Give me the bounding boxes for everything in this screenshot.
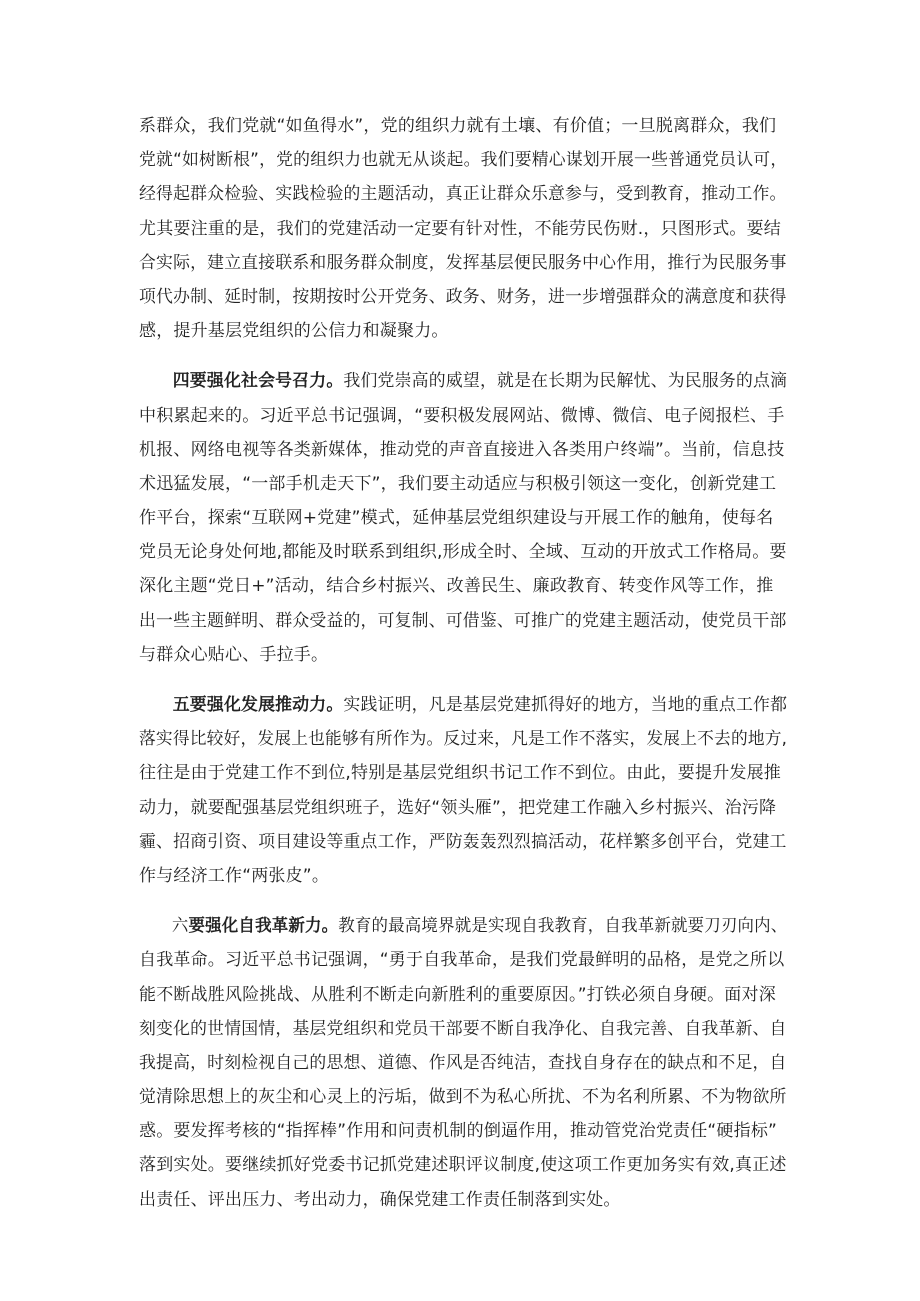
text-line — [139, 364, 788, 398]
document-body — [139, 109, 787, 1217]
text-line: 合实际，建立直接联系和服务群众制度，发挥基层便民服务中心作用，推行为民服务事 — [139, 252, 787, 273]
text-line: 系群众，我们党就“如鱼得水”，党的组织力就有土壤、有价值；一旦脱离群众，我们 — [139, 116, 777, 136]
text-line: 党员无论身处何地,都能及时联系到组织,形成全时、全域、互动的开放式工作格局。要 — [139, 542, 787, 563]
section-heading: 五要强化发展推动力。 — [172, 695, 344, 715]
text-line: 自我革命。习近平总书记强调，“勇于自我革命，是我们党最鲜明的品格，是党之所以 — [139, 950, 785, 971]
text-line: 作平台，探索“互联网+党建”模式，延伸基层党组织建设与开展工作的触角，使每名 — [139, 508, 774, 529]
section-heading: 四要强化社会号召力。 — [172, 371, 344, 392]
text-line: 动力，就要配强基层党组织班子，选好“领头雁”，把党建工作融入乡村振兴、治污降 — [139, 797, 777, 818]
text-line: 作与经济工作“两张皮”。 — [139, 865, 330, 886]
text-line: 出责任、评出压力、考出动力，确保党建工作责任制落到实处。 — [139, 1189, 621, 1210]
text-line: 落实得比较好，发展上也能够有所作为。反过来，凡是工作不落实，发展上不去的地方, — [139, 729, 788, 750]
paragraph-4 — [139, 909, 787, 1217]
paragraph-1 — [139, 109, 787, 348]
text-line: 能不断战胜风险挑战、从胜利不断走向新胜利的重要原因。”打铁必须自身硬。面对深 — [139, 984, 776, 1005]
text-line: 感，提升基层党组织的公信力和凝聚力。 — [139, 321, 449, 342]
text-segment: 教育的最高境界就是实现自我教育，自我革新就要刀刃向内、 — [338, 916, 788, 937]
paragraph-3 — [139, 688, 787, 893]
section-heading: 要强化自我革新力。 — [188, 916, 339, 937]
text-line: 惑。要发挥考核的“指挥棒”作用和问责机制的倒逼作用，推动管党治党责任“硬指标” — [139, 1121, 778, 1142]
text-line: 术迅猛发展，“一部手机走天下”，我们要主动适应与积极引领这一变化，创新党建工 — [139, 473, 777, 494]
text-line: 经得起群众检验、实践检验的主题活动，真正让群众乐意参与，受到教育，推动工作。 — [139, 184, 787, 205]
text-line: 刻变化的世情国情，基层党组织和党员干部要不断自我净化、自我完善、自我革新、自 — [139, 1018, 787, 1039]
text-line: 往往是由于党建工作不到位,特别是基层党组织书记工作不到位。由此，要提升发展推 — [139, 763, 782, 784]
text-line: 与群众心贴心、手拉手。 — [139, 644, 329, 665]
paragraph-2 — [139, 364, 787, 672]
text-line: 尤其要注重的是，我们的党建活动一定要有针对性，不能劳民伤财.，只图形式。要结 — [139, 218, 782, 239]
text-line: 深化主题“党日+”活动，结合乡村振兴、改善民生、廉政教育、转变作风等工作，推 — [139, 576, 774, 597]
text-line: 我提高，时刻检视自己的思想、道德、作风是否纯洁，查找自身存在的缺点和不足，自 — [139, 1052, 787, 1073]
text-segment: 实践证明，凡是基层党建抓得好的地方，当地的重点工作都 — [343, 695, 788, 715]
text-line: 机报、网络电视等各类新媒体，推动党的声音直接进入各类用户终端”。当前，信息技 — [139, 439, 785, 460]
text-line: 霾、招商引资、项目建设等重点工作，严防轰轰烈烈搞活动，花样繁多创平台，党建工 — [139, 831, 787, 852]
text-line — [139, 909, 788, 943]
section-heading-prefix: 六 — [171, 916, 189, 937]
text-line: 党就“如树断根”，党的组织力也就无从谈起。我们要精心谋划开展一些普通党员认可， — [139, 150, 788, 171]
text-line: 中积累起来的。习近平总书记强调，“要积极发展网站、微博、微信、电子阅报栏、手 — [139, 405, 785, 426]
text-segment: 我们党崇高的威望，就是在长期为民解忧、为民服务的点滴 — [343, 371, 788, 392]
text-line: 项代办制、延时制，按期按时公开党务、政务、财务，进一步增强群众的满意度和获得 — [139, 286, 787, 307]
text-line: 觉清除思想上的灰尘和心灵上的污垢，做到不为私心所扰、不为名利所累、不为物欲所 — [139, 1087, 787, 1108]
text-line: 出一些主题鲜明、群众受益的，可复制、可借鉴、可推广的党建主题活动，使党员干部 — [139, 610, 787, 631]
text-line — [139, 688, 788, 722]
text-line: 落到实处。要继续抓好党委书记抓党建述职评议制度,使这项工作更加务实有效,真正述 — [139, 1155, 787, 1176]
